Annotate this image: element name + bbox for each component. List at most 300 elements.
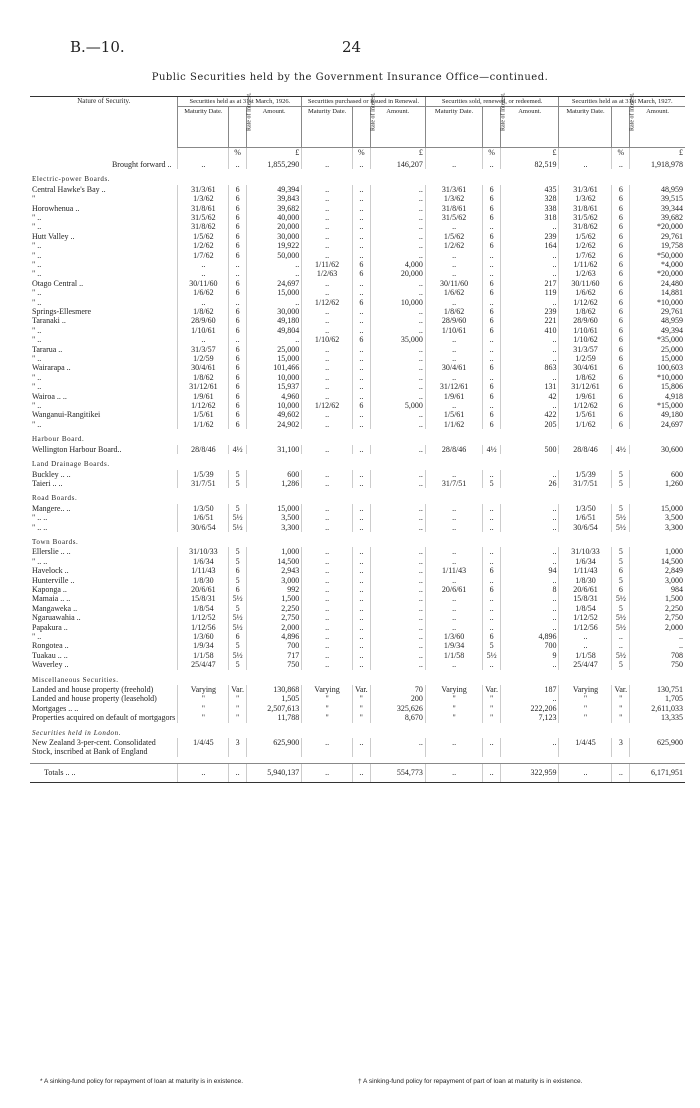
maturity-purchased: .. xyxy=(302,594,353,603)
rate-1927: 6 xyxy=(612,566,630,575)
rate-sold: .. xyxy=(483,763,501,782)
amount-1927: *4,000 xyxy=(630,260,685,269)
section-heading-row xyxy=(30,729,685,738)
security-name: Horowhenua .. xyxy=(32,203,80,213)
maturity-sold: 1/5/61 xyxy=(425,410,482,419)
rate-1927: 4½ xyxy=(612,445,630,454)
rate-1926: .. xyxy=(229,298,247,307)
rate-sold: .. xyxy=(483,660,501,669)
table-row xyxy=(30,738,685,757)
table-row xyxy=(30,222,685,231)
rate-sold: .. xyxy=(483,613,501,622)
table-row xyxy=(30,632,685,641)
security-name: Otago Central .. xyxy=(32,278,84,288)
rate-purchased: .. xyxy=(352,470,370,479)
rate-sold: .. xyxy=(483,504,501,513)
amount-1927: 25,000 xyxy=(630,345,685,354)
amount-purchased: .. xyxy=(370,354,425,363)
rate-purchased: .. xyxy=(352,613,370,622)
rate-sold: .. xyxy=(483,269,501,278)
maturity-purchased: .. xyxy=(302,160,353,169)
section-heading-row xyxy=(30,494,685,503)
security-name: Buckley .. .. xyxy=(32,469,71,479)
maturity-1927: 1/4/45 xyxy=(559,738,612,757)
maturity-1927: 1/10/61 xyxy=(559,326,612,335)
amount-1927: *20,000 xyxy=(630,222,685,231)
amount-sold: .. xyxy=(500,222,559,231)
maturity-sold: .. xyxy=(425,470,482,479)
rate-sold: 6 xyxy=(483,566,501,575)
table-row xyxy=(30,345,685,354)
rate-1927: 6 xyxy=(612,213,630,222)
maturity-1926: 1/6/51 xyxy=(178,513,229,522)
security-name: Springs-Ellesmere xyxy=(32,307,92,316)
amount-1926: 1,500 xyxy=(246,594,301,603)
rate-purchased: .. xyxy=(352,513,370,522)
maturity-1927: " xyxy=(559,694,612,703)
amount-sold: 164 xyxy=(500,241,559,250)
rate-of-interest-header xyxy=(352,92,377,148)
maturity-1926: .. xyxy=(178,763,229,782)
table-row xyxy=(30,288,685,297)
table-row xyxy=(30,557,685,566)
amount-1927: 1,705 xyxy=(630,694,685,703)
maturity-1927: 15/8/31 xyxy=(559,594,612,603)
security-name: Properties acquired on default of mortgagors xyxy=(32,713,176,723)
amount-sold: 422 xyxy=(500,410,559,419)
amount-purchased: .. xyxy=(370,251,425,260)
rate-1927: .. xyxy=(612,632,630,641)
rate-1927: 6 xyxy=(612,401,630,410)
totals-row xyxy=(30,763,685,782)
rate-1927: 5 xyxy=(612,660,630,669)
amount-purchased: 8,670 xyxy=(370,713,425,722)
amount-sold: 222,206 xyxy=(500,704,559,713)
maturity-purchased: .. xyxy=(302,479,353,488)
maturity-1926: 25/4/47 xyxy=(178,660,229,669)
maturity-1926: 1/2/59 xyxy=(178,354,229,363)
amount-purchased: .. xyxy=(370,213,425,222)
amount-purchased: .. xyxy=(370,523,425,532)
security-name: " .. xyxy=(32,222,42,232)
rate-purchased: .. xyxy=(352,651,370,660)
maturity-sold: 28/8/46 xyxy=(425,445,482,454)
amount-purchased: .. xyxy=(370,641,425,650)
maturity-1927: 25/4/47 xyxy=(559,660,612,669)
amount-1926: 2,250 xyxy=(246,604,301,613)
rate-purchased: .. xyxy=(352,345,370,354)
rate-1926: 5½ xyxy=(229,623,247,632)
amount-1926: 3,500 xyxy=(246,513,301,522)
rate-1927: 6 xyxy=(612,363,630,372)
maturity-1926: 1/9/34 xyxy=(178,641,229,650)
maturity-sold: .. xyxy=(425,269,482,278)
table-row xyxy=(30,566,685,575)
rate-1926: 6 xyxy=(229,232,247,241)
maturity-1926: 1/3/50 xyxy=(178,504,229,513)
amount-purchased: .. xyxy=(370,651,425,660)
table-row xyxy=(30,316,685,325)
amount-1927: 48,959 xyxy=(630,185,685,194)
rate-purchased: .. xyxy=(352,241,370,250)
amount-purchased: .. xyxy=(370,288,425,297)
security-name: " .. xyxy=(32,401,42,411)
rate-1926: 6 xyxy=(229,373,247,382)
amount-sold: 187 xyxy=(500,685,559,694)
amount-1927: 39,515 xyxy=(630,194,685,203)
maturity-1926: 31/10/33 xyxy=(178,547,229,556)
rate-1927: 5½ xyxy=(612,651,630,660)
amount-1926: 10,000 xyxy=(246,401,301,410)
table-row xyxy=(30,594,685,603)
rate-sold: 6 xyxy=(483,585,501,594)
section-heading: Electric-power Boards. xyxy=(32,175,111,184)
rate-purchased: " xyxy=(352,704,370,713)
maturity-purchased: .. xyxy=(302,222,353,231)
amount-1926: 130,868 xyxy=(246,685,301,694)
maturity-1926: 31/3/61 xyxy=(178,185,229,194)
table-row xyxy=(30,326,685,335)
amount-purchased: 35,000 xyxy=(370,335,425,344)
security-name: " .. xyxy=(32,325,42,335)
rate-1926: 6 xyxy=(229,213,247,222)
security-name: " xyxy=(32,194,36,204)
maturity-sold: 31/7/51 xyxy=(425,479,482,488)
rate-purchased: .. xyxy=(352,641,370,650)
rate-1926: 6 xyxy=(229,307,247,316)
amount-1927: 39,344 xyxy=(630,204,685,213)
rate-purchased: .. xyxy=(352,585,370,594)
amount-1926: 39,682 xyxy=(246,204,301,213)
amount-purchased: .. xyxy=(370,513,425,522)
maturity-purchased: .. xyxy=(302,738,353,757)
rate-1926: 5 xyxy=(229,641,247,650)
table-row xyxy=(30,335,685,344)
rate-1927: 6 xyxy=(612,373,630,382)
amount-sold: 205 xyxy=(500,420,559,429)
amount-purchased: .. xyxy=(370,547,425,556)
maturity-purchased: .. xyxy=(302,213,353,222)
rate-purchased: .. xyxy=(352,185,370,194)
amount-purchased: .. xyxy=(370,185,425,194)
amount-sold: .. xyxy=(500,523,559,532)
amount-1926: 625,900 xyxy=(246,738,301,757)
unit-row xyxy=(30,148,685,160)
amount-sold: .. xyxy=(500,547,559,556)
amount-purchased: 554,773 xyxy=(370,763,425,782)
amount-1926: 40,000 xyxy=(246,213,301,222)
maturity-1926: 1/12/52 xyxy=(178,613,229,622)
rate-1926: " xyxy=(229,713,247,722)
percent-unit: % xyxy=(352,148,370,160)
rate-1926: 6 xyxy=(229,288,247,297)
maturity-1926: .. xyxy=(178,260,229,269)
amount-header: Amount. xyxy=(370,107,425,148)
amount-1927: 1,918,978 xyxy=(630,160,685,169)
maturity-1926: .. xyxy=(178,269,229,278)
maturity-1926: 20/6/61 xyxy=(178,585,229,594)
amount-sold: 119 xyxy=(500,288,559,297)
amount-1926: 1,505 xyxy=(246,694,301,703)
maturity-purchased: .. xyxy=(302,241,353,250)
amount-sold: .. xyxy=(500,694,559,703)
footnote-part-sinking-fund: † A sinking-fund policy for repayment of part of loan at maturity is in existence. xyxy=(358,1078,583,1085)
pound-unit: £ xyxy=(630,148,685,160)
rate-sold: .. xyxy=(483,523,501,532)
amount-1926: 15,000 xyxy=(246,354,301,363)
amount-1926: .. xyxy=(246,298,301,307)
rate-1927: 3 xyxy=(612,738,630,757)
amount-1927: 2,000 xyxy=(630,623,685,632)
rate-sold: .. xyxy=(483,373,501,382)
table-row xyxy=(30,685,685,694)
maturity-sold: .. xyxy=(425,594,482,603)
nature-header: Nature of Security. xyxy=(30,97,178,148)
amount-sold: .. xyxy=(500,604,559,613)
amount-sold: 700 xyxy=(500,641,559,650)
section-heading-row xyxy=(30,435,685,444)
maturity-1927: 31/7/51 xyxy=(559,479,612,488)
rate-purchased: 6 xyxy=(352,269,370,278)
amount-sold: 239 xyxy=(500,307,559,316)
table-row xyxy=(30,641,685,650)
rate-1927: 6 xyxy=(612,269,630,278)
amount-purchased: 5,000 xyxy=(370,401,425,410)
maturity-1927: .. xyxy=(559,763,612,782)
maturity-1927: 1/2/59 xyxy=(559,354,612,363)
rate-sold: .. xyxy=(483,401,501,410)
security-name: Wanganui-Rangitikei xyxy=(32,410,101,420)
security-name: " .. xyxy=(32,382,42,392)
amount-sold: .. xyxy=(500,623,559,632)
table-row xyxy=(30,279,685,288)
rate-of-interest-header xyxy=(229,92,253,148)
amount-1926: .. xyxy=(246,260,301,269)
maturity-purchased: .. xyxy=(302,660,353,669)
rate-purchased: .. xyxy=(352,307,370,316)
rate-sold: 6 xyxy=(483,420,501,429)
rate-purchased: 6 xyxy=(352,335,370,344)
maturity-purchased: 1/12/62 xyxy=(302,298,353,307)
amount-purchased: .. xyxy=(370,345,425,354)
amount-sold: .. xyxy=(500,373,559,382)
table-row xyxy=(30,470,685,479)
maturity-1927: 1/8/62 xyxy=(559,373,612,382)
maturity-1926: 31/5/62 xyxy=(178,213,229,222)
maturity-1927: .. xyxy=(559,632,612,641)
rate-1926: 6 xyxy=(229,204,247,213)
security-name: " .. xyxy=(32,269,42,279)
table-row xyxy=(30,382,685,391)
amount-sold: .. xyxy=(500,298,559,307)
rate-1927: 5 xyxy=(612,604,630,613)
amount-purchased: .. xyxy=(370,604,425,613)
rate-1926: 5½ xyxy=(229,613,247,622)
amount-sold: .. xyxy=(500,345,559,354)
rate-sold: .. xyxy=(483,251,501,260)
section-heading: Harbour Board. xyxy=(32,435,85,444)
amount-purchased: .. xyxy=(370,392,425,401)
maturity-sold: " xyxy=(425,713,482,722)
rate-1926: 3 xyxy=(229,738,247,757)
rate-sold: 6 xyxy=(483,232,501,241)
rate-purchased: .. xyxy=(352,547,370,556)
maturity-sold: .. xyxy=(425,335,482,344)
amount-1926: 39,843 xyxy=(246,194,301,203)
maturity-1926: 1/6/34 xyxy=(178,557,229,566)
maturity-1926: 1/3/60 xyxy=(178,632,229,641)
table-row xyxy=(30,185,685,194)
security-name: Rongotea .. xyxy=(32,641,69,651)
maturity-sold: .. xyxy=(425,401,482,410)
maturity-sold: .. xyxy=(425,345,482,354)
maturity-1927: 1/1/62 xyxy=(559,420,612,429)
rate-1927: 6 xyxy=(612,260,630,269)
security-name: " .. xyxy=(32,241,42,251)
maturity-sold: .. xyxy=(425,373,482,382)
maturity-purchased: .. xyxy=(302,641,353,650)
amount-sold: 322,959 xyxy=(500,763,559,782)
amount-purchased: 20,000 xyxy=(370,269,425,278)
maturity-purchased: .. xyxy=(302,354,353,363)
rate-purchased: .. xyxy=(352,632,370,641)
maturity-1927: 1/8/30 xyxy=(559,576,612,585)
maturity-1926: " xyxy=(178,713,229,722)
rate-1927: .. xyxy=(612,641,630,650)
amount-sold: .. xyxy=(500,504,559,513)
securities-table xyxy=(30,92,685,783)
amount-1927: *35,000 xyxy=(630,335,685,344)
rate-purchased: .. xyxy=(352,354,370,363)
amount-purchased: .. xyxy=(370,373,425,382)
rate-1927: " xyxy=(612,713,630,722)
maturity-1927: 31/8/62 xyxy=(559,222,612,231)
amount-1926: .. xyxy=(246,335,301,344)
maturity-1926: 1/3/62 xyxy=(178,194,229,203)
security-name: Hunterville .. xyxy=(32,575,75,585)
maturity-date-header: Maturity Date. xyxy=(302,107,353,148)
amount-1926: 15,937 xyxy=(246,382,301,391)
amount-1926: 1,000 xyxy=(246,547,301,556)
amount-sold: 4,896 xyxy=(500,632,559,641)
maturity-sold: .. xyxy=(425,160,482,169)
security-name: Landed and house property (freehold) xyxy=(32,685,154,695)
amount-1927: 29,761 xyxy=(630,232,685,241)
maturity-purchased: .. xyxy=(302,623,353,632)
rate-sold: 6 xyxy=(483,241,501,250)
table-row xyxy=(30,623,685,632)
amount-purchased: 10,000 xyxy=(370,298,425,307)
rate-1926: .. xyxy=(229,763,247,782)
rate-1927: 6 xyxy=(612,185,630,194)
maturity-sold: .. xyxy=(425,251,482,260)
rate-purchased: .. xyxy=(352,763,370,782)
maturity-sold: 1/9/61 xyxy=(425,392,482,401)
rate-sold: .. xyxy=(483,738,501,757)
amount-sold: 217 xyxy=(500,279,559,288)
rate-purchased: .. xyxy=(352,420,370,429)
amount-1927: 625,900 xyxy=(630,738,685,757)
amount-sold: 863 xyxy=(500,363,559,372)
amount-1926: 1,286 xyxy=(246,479,301,488)
security-name: " .. .. xyxy=(32,522,48,532)
maturity-purchased: 1/11/62 xyxy=(302,260,353,269)
security-name: Wellington Harbour Board.. xyxy=(32,444,122,454)
rate-sold: 6 xyxy=(483,632,501,641)
maturity-1927: 1/12/62 xyxy=(559,298,612,307)
amount-1927: 1,260 xyxy=(630,479,685,488)
maturity-1926: 1/12/56 xyxy=(178,623,229,632)
rate-1926: 6 xyxy=(229,382,247,391)
amount-1926: 49,804 xyxy=(246,326,301,335)
footnote-sinking-fund: * A sinking-fund policy for repayment of loan at maturity is in existence. xyxy=(40,1078,244,1085)
rate-1927: 6 xyxy=(612,410,630,419)
rate-purchased: .. xyxy=(352,604,370,613)
amount-purchased: .. xyxy=(370,470,425,479)
maturity-purchased: .. xyxy=(302,470,353,479)
amount-sold: 328 xyxy=(500,194,559,203)
maturity-sold: 1/1/58 xyxy=(425,651,482,660)
maturity-1927: 31/5/62 xyxy=(559,213,612,222)
maturity-1926: Varying xyxy=(178,685,229,694)
rate-1926: 6 xyxy=(229,326,247,335)
rate-purchased: .. xyxy=(352,523,370,532)
table-row xyxy=(30,445,685,454)
report-reference: B.—10. xyxy=(70,38,125,56)
table-row xyxy=(30,585,685,594)
rate-sold: " xyxy=(483,704,501,713)
table-row xyxy=(30,392,685,401)
table-row xyxy=(30,479,685,488)
maturity-sold: .. xyxy=(425,613,482,622)
rate-purchased: " xyxy=(352,694,370,703)
table-row xyxy=(30,547,685,556)
rate-purchased: 6 xyxy=(352,260,370,269)
rate-sold: 6 xyxy=(483,213,501,222)
amount-sold: 7,123 xyxy=(500,713,559,722)
security-name: " .. xyxy=(32,372,42,382)
group-held-1927-header: Securities held as at 31st March, 1927. xyxy=(559,97,685,107)
amount-1926: 5,940,137 xyxy=(246,763,301,782)
security-name: " .. .. xyxy=(32,556,48,566)
rate-1926: 6 xyxy=(229,401,247,410)
maturity-sold: .. xyxy=(425,354,482,363)
security-name: Mangaweka .. xyxy=(32,603,78,613)
rate-1926: .. xyxy=(229,260,247,269)
amount-1926: 24,697 xyxy=(246,279,301,288)
amount-purchased: .. xyxy=(370,660,425,669)
security-name: Brought forward .. xyxy=(111,159,172,169)
amount-1927: 984 xyxy=(630,585,685,594)
maturity-1927: 1/11/62 xyxy=(559,260,612,269)
maturity-purchased: .. xyxy=(302,363,353,372)
rate-1927: 5 xyxy=(612,479,630,488)
amount-sold: 239 xyxy=(500,232,559,241)
security-name: Tararua .. xyxy=(32,344,63,354)
amount-sold: 82,519 xyxy=(500,160,559,169)
amount-sold: .. xyxy=(500,660,559,669)
rate-1927: 6 xyxy=(612,382,630,391)
maturity-1926: 15/8/31 xyxy=(178,594,229,603)
maturity-1926: 1/12/62 xyxy=(178,401,229,410)
maturity-sold: .. xyxy=(425,557,482,566)
amount-purchased: .. xyxy=(370,204,425,213)
rate-1927: 5½ xyxy=(612,594,630,603)
amount-sold: .. xyxy=(500,354,559,363)
security-name: Hutt Valley .. xyxy=(32,231,75,241)
maturity-1926: 1/11/43 xyxy=(178,566,229,575)
amount-purchased: 4,000 xyxy=(370,260,425,269)
